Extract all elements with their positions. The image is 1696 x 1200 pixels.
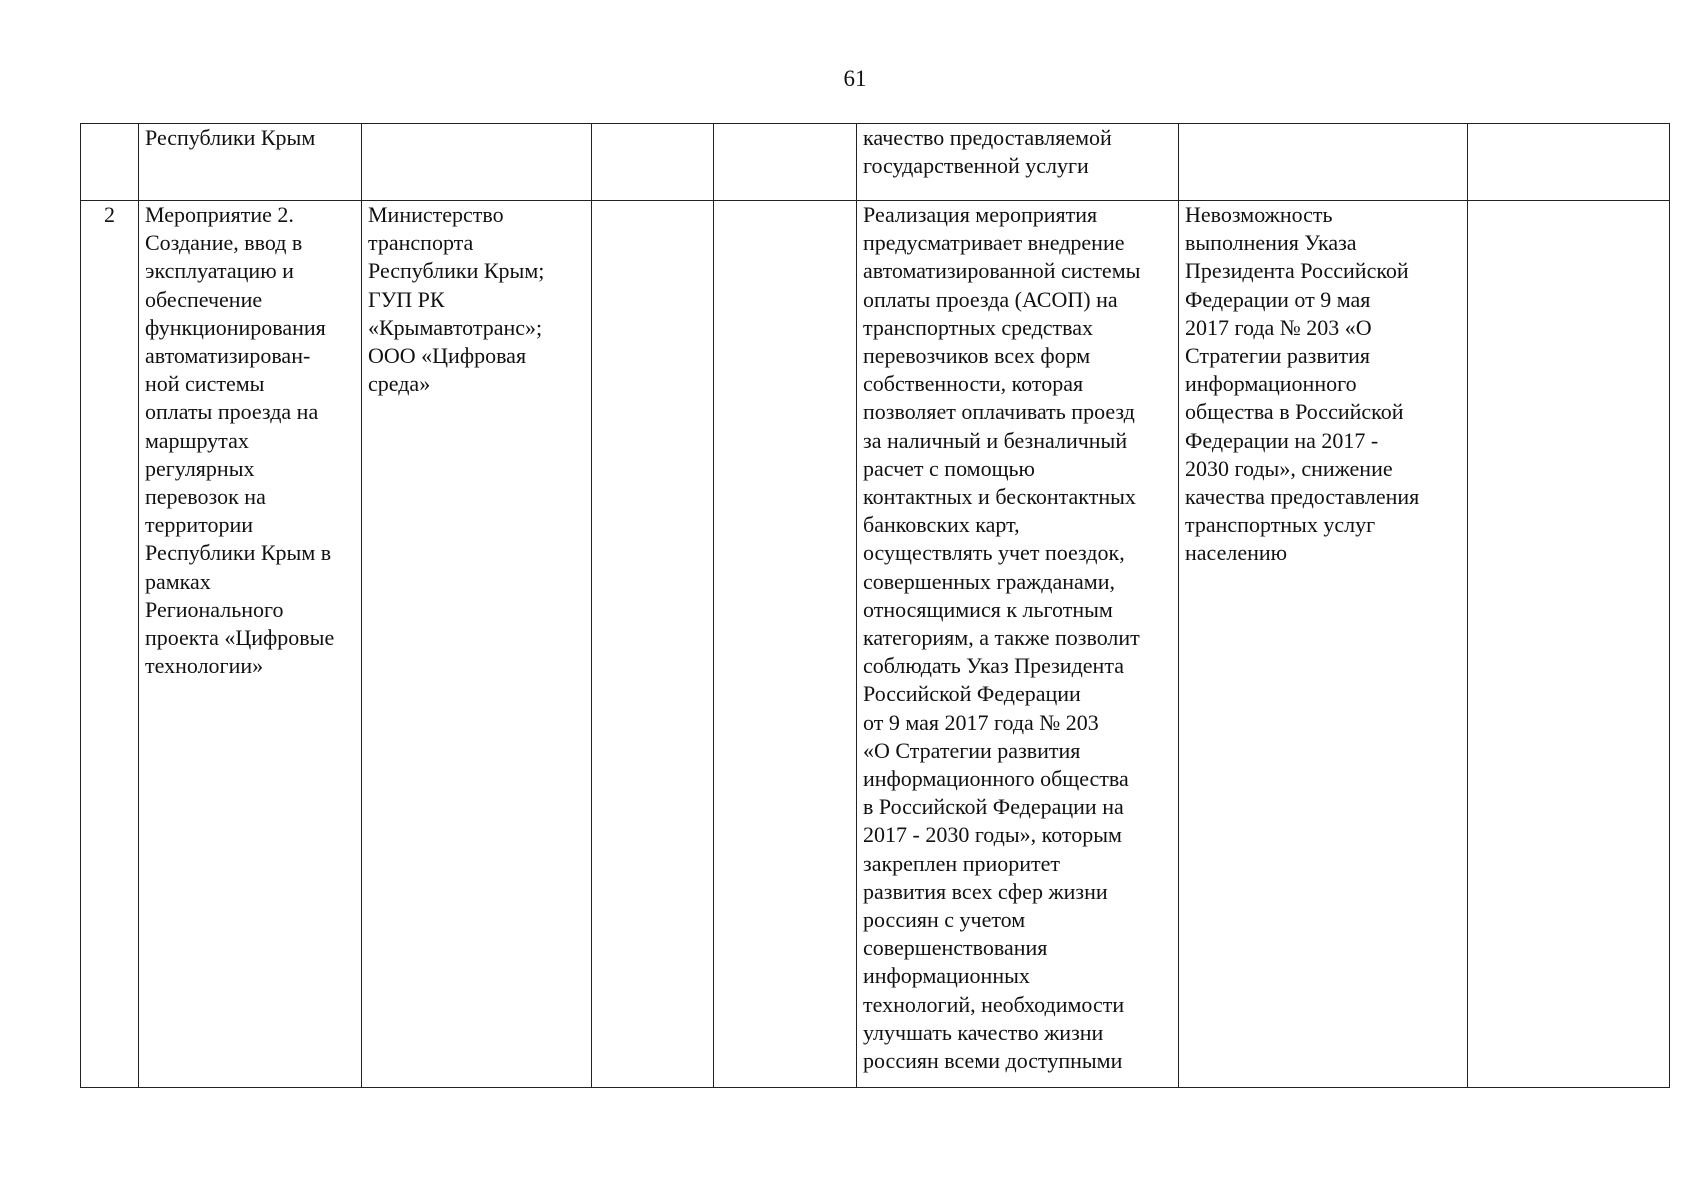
text-line: Мероприятие 2. (145, 202, 294, 227)
text-line: государственной услуги (863, 153, 1089, 179)
continuation-row (81, 124, 1670, 201)
text-line: россиян с учетом (863, 907, 1026, 933)
text-line: качества предоставления (1185, 484, 1420, 510)
text-line: контактных и бесконтактных (863, 484, 1136, 510)
text-line: общества в Российской (1185, 399, 1404, 425)
cell-start-date (592, 201, 714, 1088)
text-line: технологии» (145, 653, 264, 679)
text-line: Министерство (368, 202, 504, 227)
cell-measure (139, 201, 362, 1088)
text-line: эксплуатацию и (145, 258, 294, 284)
text-line: функционирования (145, 314, 326, 340)
text-line: территории (145, 512, 254, 538)
text-line: регулярных (145, 455, 255, 481)
text-line: Федерации от 9 мая (1185, 286, 1371, 312)
text-line: проекта «Цифровые (145, 625, 335, 651)
cell-related-indicators (1468, 201, 1670, 1088)
text-line: банковских карт, (863, 512, 1020, 538)
text-line: Республики Крым (145, 125, 316, 150)
text-line: Республики Крым в (145, 540, 332, 566)
text-line: качество предоставляемой (863, 125, 1112, 150)
cell-result (857, 201, 1179, 1088)
text-line: транспортных услуг (1185, 512, 1376, 538)
text-line: относящимися к льготным (863, 596, 1113, 622)
text-line: собственности, которая (863, 371, 1084, 397)
text-line: предусматривает внедрение (863, 230, 1125, 256)
text-line: перевозчиков всех форм (863, 343, 1091, 369)
cell-number (81, 124, 139, 201)
table-row (81, 201, 1670, 1088)
text-line: категориям, а также позволит (863, 625, 1140, 651)
text-line: развития всех сфер жизни (863, 878, 1108, 904)
text-line: за наличный и безналичный (863, 427, 1128, 453)
text-line: среда» (368, 371, 431, 397)
text-line: 2017 - 2030 годы», которым (863, 822, 1122, 848)
text-line: оплаты проезда на (145, 399, 319, 425)
text-line: автоматизирован- (145, 343, 311, 369)
cell-end-date (714, 201, 857, 1088)
text-line: осуществлять учет поездок, (863, 540, 1125, 566)
text-line: обеспечение (145, 286, 263, 312)
text-line: Федерации на 2017 - (1185, 427, 1379, 453)
text-line: «Крымавтотранс»; (368, 314, 543, 340)
cell-end-date (714, 124, 857, 201)
page-number: 61 (843, 66, 867, 91)
text-line: выполнения Указа (1185, 230, 1357, 256)
cell-start-date (592, 124, 714, 201)
text-line: совершенствования (863, 935, 1048, 961)
text-line: расчет с помощью (863, 455, 1035, 481)
text-line: информационного (1185, 371, 1357, 397)
text-line: закреплен приоритет (863, 850, 1061, 876)
text-line: маршрутах (145, 427, 249, 453)
text-line: оплаты проезда (АСОП) на (863, 286, 1118, 312)
cell-measure (139, 124, 362, 201)
cell-consequence (1179, 201, 1468, 1088)
text-line: рамках (145, 568, 211, 594)
text-line: соблюдать Указ Президента (863, 653, 1124, 679)
text-line: Регионального (145, 596, 284, 622)
cell-related-indicators (1468, 124, 1670, 201)
text-line: Реализация мероприятия (863, 202, 1098, 227)
text-line: населению (1185, 540, 1288, 566)
cell-result (857, 124, 1179, 201)
text-line: Невозможность (1185, 202, 1333, 227)
text-line: позволяет оплачивать проезд (863, 399, 1135, 425)
text-line: от 9 мая 2017 года № 203 (863, 709, 1099, 735)
text-line: автоматизированной системы (863, 258, 1141, 284)
text-line: информационных (863, 963, 1030, 989)
row-number: 2 (104, 202, 115, 227)
text-line: ООО «Цифровая (368, 343, 527, 369)
text-line: 2030 годы», снижение (1185, 455, 1393, 481)
text-line: ГУП РК (368, 286, 445, 312)
text-line: информационного общества (863, 766, 1129, 792)
text-line: совершенных гражданами, (863, 568, 1116, 594)
text-line: ной системы (145, 371, 265, 397)
text-line: Президента Российской (1185, 258, 1409, 284)
text-line: транспорта (368, 230, 474, 256)
text-line: «О Стратегии развития (863, 737, 1081, 763)
text-line: Российской Федерации (863, 681, 1081, 707)
text-line: технологий, необходимости (863, 991, 1125, 1017)
text-line: транспортных средствах (863, 314, 1094, 340)
cell-number (81, 201, 139, 1088)
text-line: Создание, ввод в (145, 230, 303, 256)
measures-table (80, 123, 1670, 1088)
cell-executor (362, 124, 592, 201)
cell-consequence (1179, 124, 1468, 201)
text-line: россиян всеми доступными (863, 1048, 1123, 1074)
text-line: перевозок на (145, 484, 266, 510)
text-line: улучшать качество жизни (863, 1019, 1104, 1045)
cell-executor (362, 201, 592, 1088)
text-line: Стратегии развития (1185, 343, 1371, 369)
text-line: Республики Крым; (368, 258, 545, 284)
text-line: в Российской Федерации на (863, 794, 1124, 820)
text-line: 2017 года № 203 «О (1185, 314, 1372, 340)
